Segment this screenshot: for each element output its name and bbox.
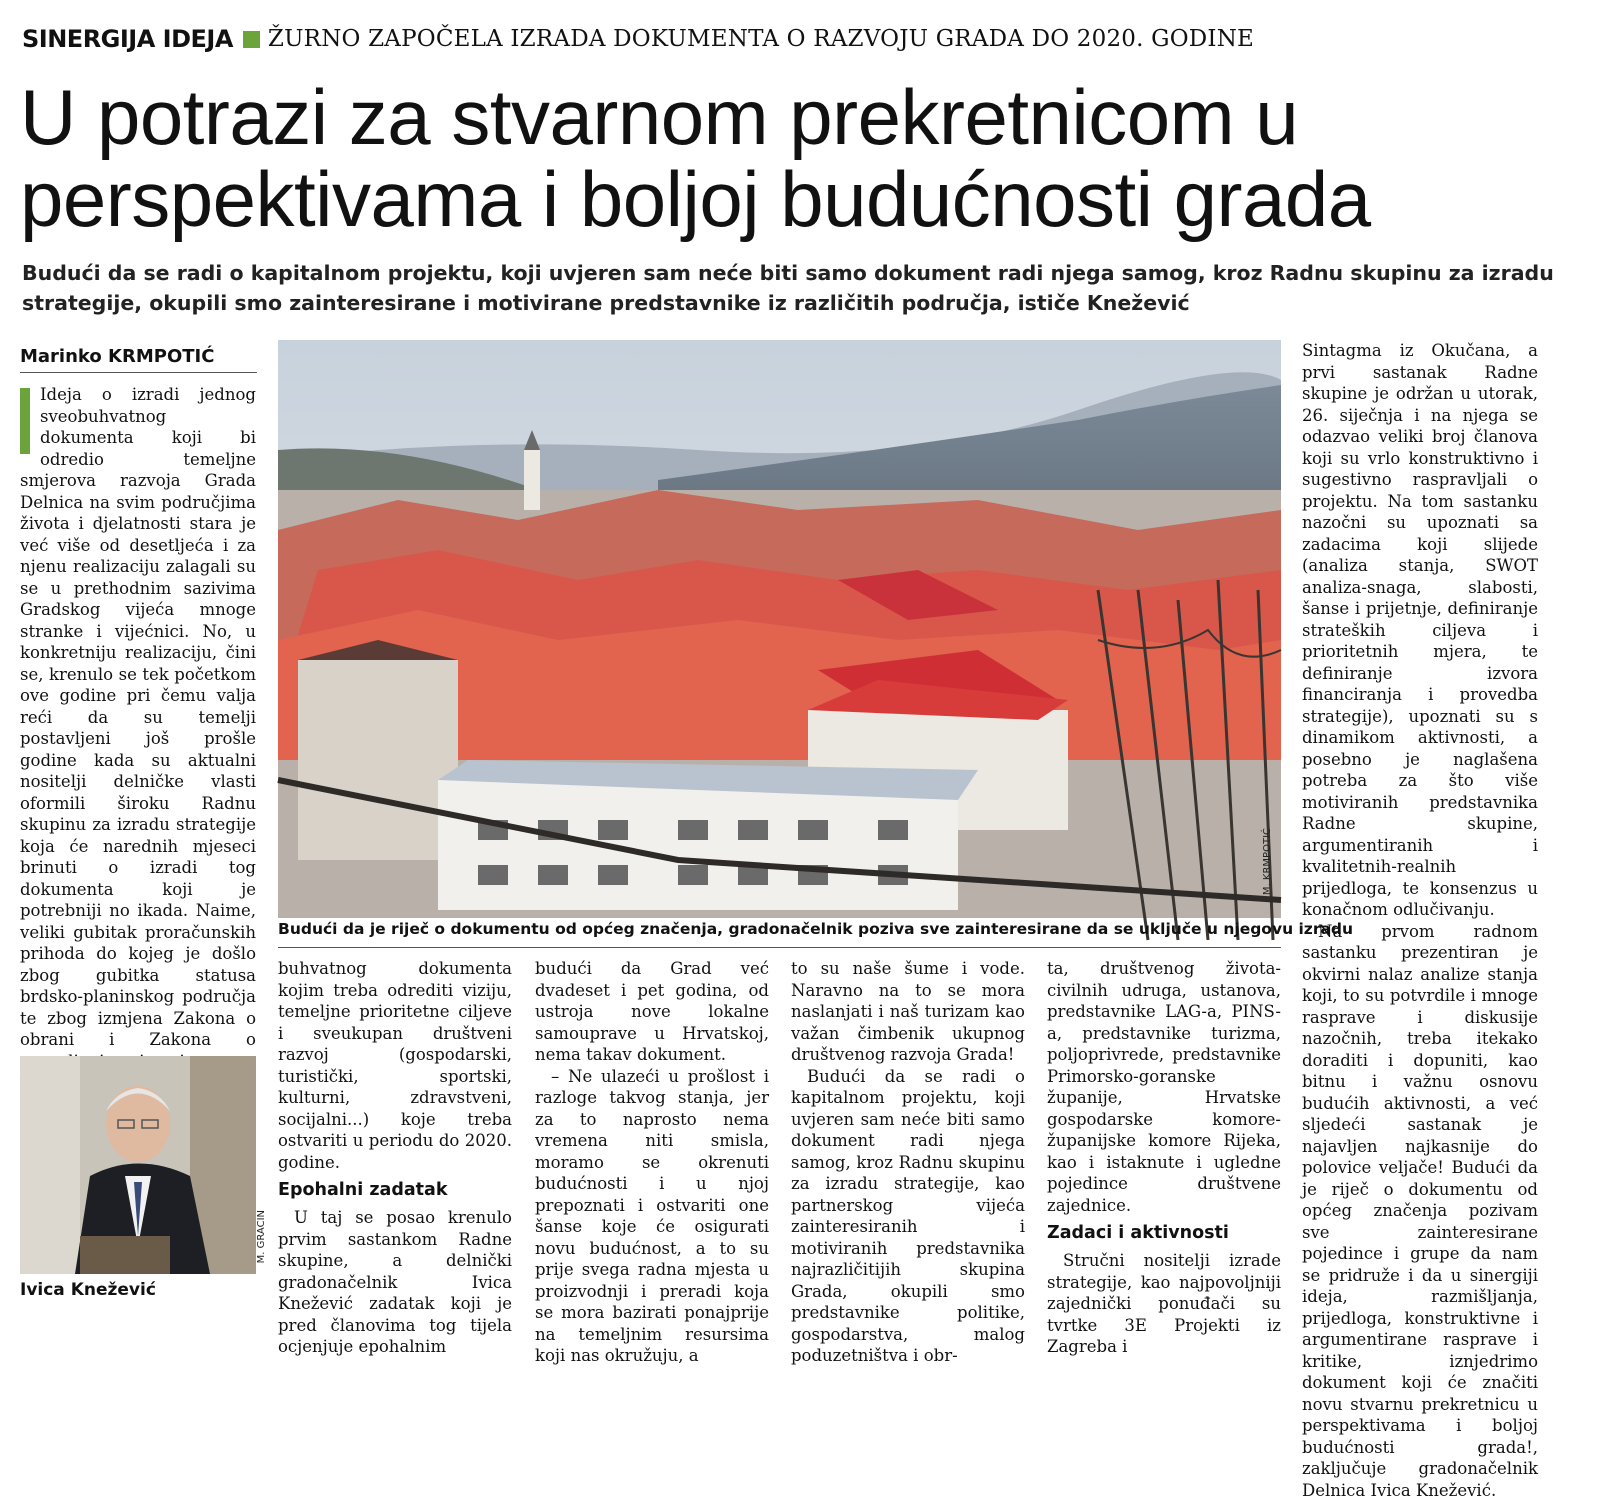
- main-photo-caption: Budući da je riječ o dokumentu od općeg značenja, gradonačelnik poziva sve zainteresirane da se uključe u njegovu izradu: [278, 920, 1281, 938]
- article-column-6: [1302, 340, 1538, 1501]
- article-column-4: [791, 958, 1025, 1367]
- column-2-paragraph-2: U taj se posao krenulo prvim sastankom Radne skupine, a delnički gradonačelnik Ivica Knežević zadatak koji je pred članovima tog tijela ocjenjuje epohalnim: [278, 1207, 512, 1358]
- article-column-3: [535, 958, 769, 1367]
- column-3-paragraph-1: budući da Grad već dvadeset i pet godina, od ustroja nove lokalne samouprave u Hrvatskoj, nema takav dokument.: [535, 958, 769, 1066]
- byline: Marinko KRMPOTIĆ: [20, 346, 214, 367]
- column-2-paragraph-1: buhvatnog dokumenta kojim treba odrediti viziju, temeljne prioritetne ciljeve i sveukupan društveni razvoj (gospodarski, turistički, sportski, kulturni, zdravstveni, socijalni...) koje treba ostvariti u periodu do 2020. godine.: [278, 958, 512, 1173]
- column-5-paragraph-2: Stručni nositelji izrade strategije, kao najpovoljniji zajednički ponuđači su tvrtke 3E Projekti iz Zagreba i: [1047, 1250, 1281, 1358]
- portrait-image: [20, 1056, 256, 1274]
- kicker: [22, 22, 1254, 56]
- article-column-2: [278, 958, 512, 1358]
- portrait-credit: M. GRACIN: [256, 1210, 267, 1263]
- column-5-paragraph-1: ta, društvenog života-civilnih udruga, ustanova, predstavnike LAG-a, PINS-a, predstavnike turizma, poljoprivrede, predstavnike Primorsko-goranske županije, Hrvatske gospodarske komore-županijske komore Rijeka, kao i istaknute i ugledne pojedince društvene zajednice.: [1047, 958, 1281, 1216]
- subhead-zadaci-i-aktivnosti: Zadaci i aktivnosti: [1047, 1222, 1281, 1244]
- headline-line-2: perspektivama i boljoj budućnosti grada: [20, 158, 1580, 240]
- town-rooftops-image: [278, 340, 1281, 918]
- column-6-paragraph-1: Sintagma iz Okučana, a prvi sastanak Radne skupine je održan u utorak, 26. siječnja i na njega se odazvao veliki broj članova koji su vrlo konstruktivno i sugestivno raspravljali o projektu. Na tom sastanku nazočni su upoznati sa zadacima koji slijede (analiza stanja, SWOT analiza-snaga, slabosti, šanse i prijetnje, definiranje strateških ciljeva i prioritetnih mjera, te definiranje izvora financiranja i provedba strategije), upoznati su s dinamikom aktivnosti, a posebno je naglašena potreba za što više motiviranih predstavnika Radne skupine, argumentiranih i kvalitetnih-realnih prijedloga, te konsenzus u konačnom odlučivanju.: [1302, 340, 1538, 921]
- portrait-caption: Ivica Knežević: [20, 1280, 156, 1300]
- green-square-icon: [243, 31, 260, 48]
- deck: Budući da se radi o kapitalnom projektu, koji uvjeren sam neće biti samo dokument radi njega samog, kroz Radnu skupinu za izradu strategije, okupili smo zainteresirane i motivirane predstavnike iz različitih područja, ističe Knežević: [22, 258, 1582, 318]
- portrait-photo: [20, 1056, 256, 1274]
- column-4-paragraph-1: to su naše šume i vode. Naravno na to se mora naslanjati i naš turizam kao važan čimbenik ukupnog društvenog razvoja Grada!: [791, 958, 1025, 1066]
- drop-cap-bar: [20, 388, 30, 454]
- headline-line-1: U potrazi za stvarnom prekretnicom u: [20, 76, 1580, 158]
- caption-divider: [278, 947, 1281, 948]
- headline: [20, 76, 1580, 240]
- section-label: SINERGIJA IDEJA: [22, 25, 233, 53]
- kicker-text: ŽURNO ZAPOČELA IZRADA DOKUMENTA O RAZVOJU GRADA DO 2020. GODINE: [268, 26, 1254, 52]
- main-photo: [278, 340, 1281, 918]
- column-1-text: Ideja o izradi jednog sveobuhvatnog dokumenta koji bi odredio temeljne smjerova razvoja Grada Delnica na svim područjima života i djelatnosti stara je već više od desetljeća i za njenu realizaciju zalagali su se u prethodnim sazivima Gradskog vijeća mnoge stranke i vijećnici. No, u konkretniju realizaciju, čini se, krenulo se tek početkom ove godine pri čemu valja reći da su temelji postavljeni još prošle godine kada su aktualni nositelji delničke vlasti oformili široku Radnu skupinu za izradu strategije koja će narednih mjeseci brinuti o izradi tog dokumenta koji je potrebniji no ikada. Naime, veliki gubitak proračunskih prihoda do kojeg je došlo zbog gubitka statusa brdsko-planinskog područja te zbog izmjena Zakona o obrani i Zakona o: [20, 384, 256, 1115]
- byline-divider: [20, 372, 257, 373]
- article-column-1: [20, 384, 256, 1115]
- column-3-paragraph-2: – Ne ulazeći u prošlost i razloge takvog stanja, jer za to naprosto nema vremena niti smisla, moramo se okrenuti budućnosti i u njoj prepoznati i ostvariti one šanse koje će osigurati novu budućnost, a to su prije svega radna mjesta u proizvodnji i preradi koja se mora bazirati ponajprije na temeljnim resursima koji nas okružuju, a: [535, 1066, 769, 1367]
- subhead-epohalni-zadatak: Epohalni zadatak: [278, 1179, 512, 1201]
- main-photo-credit: M. KRMPOTIĆ: [1262, 828, 1273, 895]
- column-6-paragraph-2: Na prvom radnom sastanku prezentiran je okvirni nalaz analize stanja koji, to su potvrdile i mnoge rasprave i diskusije nazočnih, treba itekako doraditi i dopuniti, kao bitnu i važnu osnovu budućih aktivnosti, a već sljedeći sastanak je najavljen najkasnije do polovice veljače! Budući da je riječ o dokumentu od općeg značenja pozivam sve zainteresirane pojedince i grupe da nam se pridruže i da u sinergiji ideja, razmišljanja, prijedloga, konstruktivne i argumentirane rasprave i kritike, iznjedrimo dokument koji će značiti novu stvarnu prekretnicu u perspektivama i boljoj budućnosti grada!, zaključuje gradonačelnik Delnica Ivica Knežević.: [1302, 921, 1538, 1501]
- article-column-5: [1047, 958, 1281, 1358]
- column-4-paragraph-2: Budući da se radi o kapitalnom projektu, koji uvjeren sam neće biti samo dokument radi njega samog, kroz Radnu skupinu za izradu strategije, kao partnerskog vijeća zainteresiranih i motiviranih predstavnika najrazličitijih skupina Grada, okupili smo predstavnike politike, gospodarstva, malog poduzetništva i obr-: [791, 1066, 1025, 1367]
